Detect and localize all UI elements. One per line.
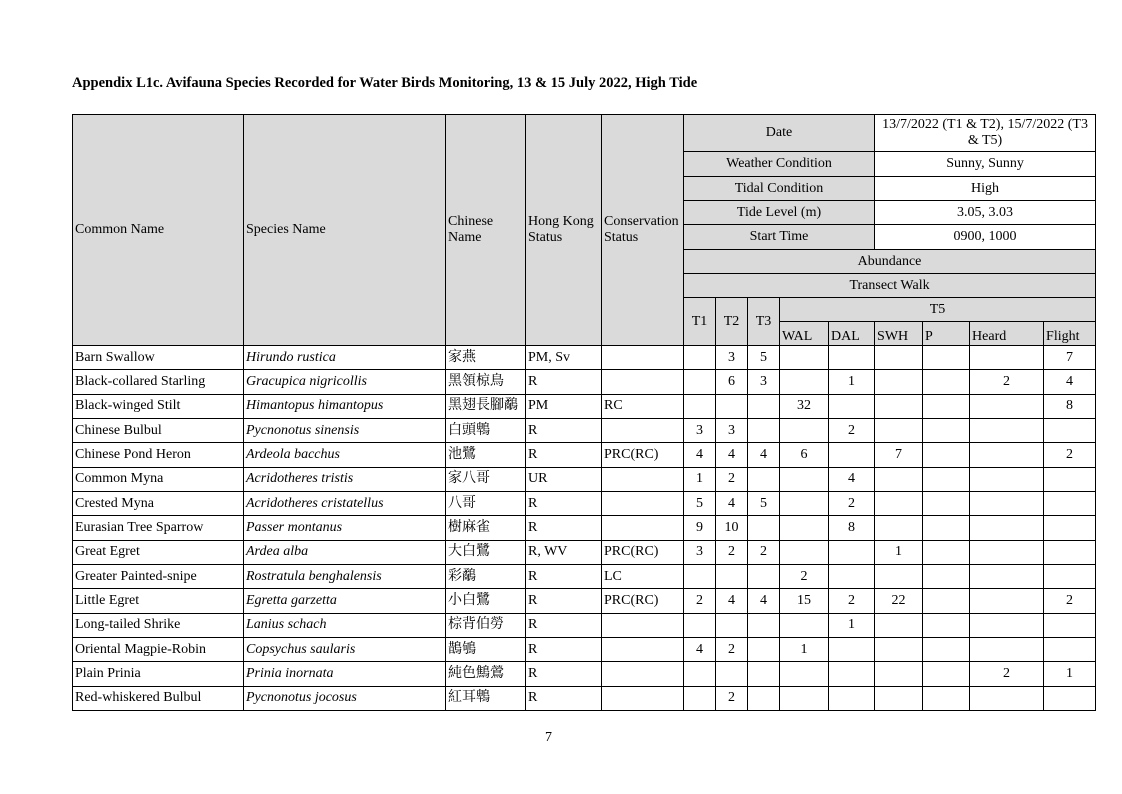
t5-heard-count-cell: [970, 686, 1044, 710]
t2-count-cell: 3: [716, 418, 748, 442]
t5-flight-count-cell: [1044, 637, 1096, 661]
table-row: [73, 589, 1096, 613]
t2-count-cell: [716, 662, 748, 686]
t5-flight-header: Flight: [1044, 322, 1096, 346]
hk-status-cell: R: [526, 516, 602, 540]
table-row: [73, 686, 1096, 710]
t5-flight-count-cell: [1044, 516, 1096, 540]
t5-swh-count-cell: [875, 516, 923, 540]
t5-swh-count-cell: 7: [875, 443, 923, 467]
species-name-header: Species Name: [244, 115, 446, 346]
t5-flight-count-cell: [1044, 540, 1096, 564]
table-row: [73, 491, 1096, 515]
t5-heard-count-cell: [970, 637, 1044, 661]
t5-heard-count-cell: [970, 394, 1044, 418]
species-name-cell: Hirundo rustica: [244, 346, 446, 370]
t2-count-cell: 2: [716, 686, 748, 710]
common-name-cell: Plain Prinia: [73, 662, 244, 686]
common-name-cell: Long-tailed Shrike: [73, 613, 244, 637]
chinese-name-cell: 家燕: [446, 346, 526, 370]
table-header: [73, 115, 1096, 346]
t1-count-cell: [684, 564, 716, 588]
conservation-status-cell: PRC(RC): [602, 540, 684, 564]
species-name-cell: Copsychus saularis: [244, 637, 446, 661]
t5-p-count-cell: [923, 394, 970, 418]
table-row: [73, 394, 1096, 418]
common-name-cell: Little Egret: [73, 589, 244, 613]
t5-swh-count-cell: [875, 564, 923, 588]
tidal-condition-value: High: [875, 177, 1096, 201]
t5-heard-count-cell: [970, 613, 1044, 637]
weather-label: Weather Condition: [684, 152, 875, 177]
species-name-cell: Pycnonotus sinensis: [244, 418, 446, 442]
t5-dal-count-cell: 2: [829, 589, 875, 613]
table-row: [73, 613, 1096, 637]
t5-dal-header: DAL: [829, 322, 875, 346]
conservation-status-cell: [602, 370, 684, 394]
conservation-status-cell: RC: [602, 394, 684, 418]
t5-swh-count-cell: [875, 491, 923, 515]
start-time-value: 0900, 1000: [875, 225, 1096, 250]
conservation-status-cell: [602, 662, 684, 686]
t2-count-cell: 2: [716, 540, 748, 564]
t1-count-cell: 5: [684, 491, 716, 515]
table-row: [73, 467, 1096, 491]
t5-swh-count-cell: [875, 370, 923, 394]
t5-dal-count-cell: 1: [829, 613, 875, 637]
t3-header: T3: [748, 298, 780, 346]
hk-status-cell: R: [526, 637, 602, 661]
t5-dal-count-cell: [829, 564, 875, 588]
hk-status-cell: R: [526, 686, 602, 710]
t1-count-cell: [684, 686, 716, 710]
species-name-cell: Prinia inornata: [244, 662, 446, 686]
common-name-cell: Chinese Bulbul: [73, 418, 244, 442]
table-row: [73, 662, 1096, 686]
hk-status-cell: R: [526, 491, 602, 515]
table-row: [73, 346, 1096, 370]
table-row: [73, 418, 1096, 442]
conservation-status-cell: [602, 346, 684, 370]
t5-p-count-cell: [923, 589, 970, 613]
t5-dal-count-cell: [829, 443, 875, 467]
t5-dal-count-cell: [829, 662, 875, 686]
t3-count-cell: 3: [748, 370, 780, 394]
t5-wal-count-cell: 15: [780, 589, 829, 613]
conservation-status-cell: [602, 613, 684, 637]
t1-count-cell: 3: [684, 540, 716, 564]
t5-swh-count-cell: [875, 346, 923, 370]
tide-level-label: Tide Level (m): [684, 201, 875, 225]
t5-p-count-cell: [923, 637, 970, 661]
chinese-name-cell: 大白鷺: [446, 540, 526, 564]
conservation-status-cell: [602, 686, 684, 710]
chinese-name-cell: 黑領椋鳥: [446, 370, 526, 394]
chinese-name-cell: 小白鷺: [446, 589, 526, 613]
t5-p-count-cell: [923, 467, 970, 491]
t3-count-cell: [748, 467, 780, 491]
t3-count-cell: [748, 637, 780, 661]
species-name-cell: Passer montanus: [244, 516, 446, 540]
t1-header: T1: [684, 298, 716, 346]
hk-status-cell: R: [526, 418, 602, 442]
hk-status-header: Hong Kong Status: [526, 115, 602, 346]
t5-wal-count-cell: [780, 418, 829, 442]
t5-swh-count-cell: [875, 418, 923, 442]
date-label: Date: [684, 115, 875, 152]
conservation-status-cell: PRC(RC): [602, 589, 684, 613]
conservation-status-cell: [602, 516, 684, 540]
t5-wal-count-cell: [780, 370, 829, 394]
species-name-cell: Himantopus himantopus: [244, 394, 446, 418]
t5-swh-count-cell: [875, 467, 923, 491]
species-name-cell: Ardea alba: [244, 540, 446, 564]
t5-dal-count-cell: 1: [829, 370, 875, 394]
abundance-header: Abundance: [684, 250, 1096, 274]
t3-count-cell: [748, 686, 780, 710]
species-name-cell: Pycnonotus jocosus: [244, 686, 446, 710]
t5-p-count-cell: [923, 418, 970, 442]
t5-p-count-cell: [923, 613, 970, 637]
species-table: [72, 114, 1096, 711]
t5-heard-count-cell: 2: [970, 662, 1044, 686]
t1-count-cell: [684, 662, 716, 686]
t5-flight-count-cell: [1044, 686, 1096, 710]
t5-swh-count-cell: [875, 686, 923, 710]
transect-walk-header: Transect Walk: [684, 274, 1096, 298]
t5-wal-count-cell: [780, 540, 829, 564]
t3-count-cell: [748, 613, 780, 637]
t5-wal-count-cell: 2: [780, 564, 829, 588]
t3-count-cell: [748, 418, 780, 442]
t2-count-cell: 6: [716, 370, 748, 394]
t1-count-cell: 4: [684, 637, 716, 661]
t5-swh-count-cell: 22: [875, 589, 923, 613]
t2-count-cell: 4: [716, 589, 748, 613]
chinese-name-cell: 純色鷦鶯: [446, 662, 526, 686]
t2-header: T2: [716, 298, 748, 346]
common-name-cell: Barn Swallow: [73, 346, 244, 370]
weather-value: Sunny, Sunny: [875, 152, 1096, 177]
t5-dal-count-cell: [829, 686, 875, 710]
conservation-status-cell: [602, 418, 684, 442]
hk-status-cell: R: [526, 589, 602, 613]
t2-count-cell: 3: [716, 346, 748, 370]
t5-p-count-cell: [923, 516, 970, 540]
t3-count-cell: 4: [748, 443, 780, 467]
t3-count-cell: [748, 662, 780, 686]
conservation-status-header: Conservation Status: [602, 115, 684, 346]
species-table-body: [73, 346, 1096, 711]
t5-swh-count-cell: [875, 637, 923, 661]
chinese-name-cell: 彩鷸: [446, 564, 526, 588]
t5-wal-count-cell: [780, 516, 829, 540]
t2-count-cell: 4: [716, 491, 748, 515]
t5-flight-count-cell: [1044, 613, 1096, 637]
hk-status-cell: R: [526, 662, 602, 686]
t5-wal-count-cell: [780, 346, 829, 370]
table-row: [73, 540, 1096, 564]
conservation-status-cell: PRC(RC): [602, 443, 684, 467]
t2-count-cell: [716, 564, 748, 588]
t5-swh-count-cell: [875, 613, 923, 637]
chinese-name-cell: 白頭鵯: [446, 418, 526, 442]
conservation-status-cell: [602, 467, 684, 491]
hk-status-cell: PM, Sv: [526, 346, 602, 370]
common-name-cell: Red-whiskered Bulbul: [73, 686, 244, 710]
species-name-cell: Egretta garzetta: [244, 589, 446, 613]
t2-count-cell: 2: [716, 637, 748, 661]
species-name-cell: Gracupica nigricollis: [244, 370, 446, 394]
t5-swh-count-cell: 1: [875, 540, 923, 564]
t2-count-cell: 2: [716, 467, 748, 491]
common-name-cell: Eurasian Tree Sparrow: [73, 516, 244, 540]
common-name-cell: Crested Myna: [73, 491, 244, 515]
t5-heard-count-cell: [970, 516, 1044, 540]
t3-count-cell: 2: [748, 540, 780, 564]
table-row: [73, 370, 1096, 394]
species-name-cell: Lanius schach: [244, 613, 446, 637]
t2-count-cell: 10: [716, 516, 748, 540]
t5-p-count-cell: [923, 662, 970, 686]
t5-p-count-cell: [923, 564, 970, 588]
chinese-name-header: Chinese Name: [446, 115, 526, 346]
t5-wal-count-cell: [780, 491, 829, 515]
t5-flight-count-cell: 7: [1044, 346, 1096, 370]
common-name-cell: Greater Painted-snipe: [73, 564, 244, 588]
page-number: 7: [545, 730, 552, 745]
t5-wal-count-cell: 1: [780, 637, 829, 661]
common-name-cell: Black-winged Stilt: [73, 394, 244, 418]
t5-heard-count-cell: [970, 346, 1044, 370]
t1-count-cell: [684, 370, 716, 394]
t5-heard-count-cell: [970, 491, 1044, 515]
t5-dal-count-cell: [829, 637, 875, 661]
t5-dal-count-cell: 2: [829, 418, 875, 442]
t5-heard-count-cell: 2: [970, 370, 1044, 394]
hk-status-cell: UR: [526, 467, 602, 491]
t1-count-cell: [684, 346, 716, 370]
t3-count-cell: [748, 516, 780, 540]
t5-heard-count-cell: [970, 443, 1044, 467]
hk-status-cell: R: [526, 613, 602, 637]
conservation-status-cell: [602, 637, 684, 661]
t5-p-count-cell: [923, 346, 970, 370]
t5-wal-count-cell: [780, 467, 829, 491]
species-name-cell: Acridotheres tristis: [244, 467, 446, 491]
page-title: Appendix L1c. Avifauna Species Recorded for Water Birds Monitoring, 13 & 15 July 2022, High Tide: [72, 75, 698, 91]
chinese-name-cell: 樹麻雀: [446, 516, 526, 540]
t5-heard-count-cell: [970, 589, 1044, 613]
t1-count-cell: [684, 613, 716, 637]
t5-heard-count-cell: [970, 418, 1044, 442]
t5-flight-count-cell: 8: [1044, 394, 1096, 418]
t5-dal-count-cell: 2: [829, 491, 875, 515]
common-name-cell: Oriental Magpie-Robin: [73, 637, 244, 661]
t5-p-count-cell: [923, 443, 970, 467]
t2-count-cell: [716, 394, 748, 418]
t5-flight-count-cell: [1044, 418, 1096, 442]
t1-count-cell: [684, 394, 716, 418]
t1-count-cell: 2: [684, 589, 716, 613]
t5-flight-count-cell: 2: [1044, 589, 1096, 613]
hk-status-cell: R: [526, 443, 602, 467]
t5-header: T5: [780, 298, 1096, 322]
t5-swh-header: SWH: [875, 322, 923, 346]
t5-wal-header: WAL: [780, 322, 829, 346]
t5-wal-count-cell: [780, 686, 829, 710]
chinese-name-cell: 黑翅長腳鷸: [446, 394, 526, 418]
t2-count-cell: 4: [716, 443, 748, 467]
t5-swh-count-cell: [875, 662, 923, 686]
t3-count-cell: [748, 564, 780, 588]
t5-p-count-cell: [923, 370, 970, 394]
tidal-condition-label: Tidal Condition: [684, 177, 875, 201]
t5-heard-count-cell: [970, 540, 1044, 564]
hk-status-cell: PM: [526, 394, 602, 418]
t3-count-cell: 5: [748, 491, 780, 515]
t5-flight-count-cell: [1044, 467, 1096, 491]
t5-flight-count-cell: 1: [1044, 662, 1096, 686]
t5-wal-count-cell: 32: [780, 394, 829, 418]
start-time-label: Start Time: [684, 225, 875, 250]
species-name-cell: Ardeola bacchus: [244, 443, 446, 467]
common-name-cell: Black-collared Starling: [73, 370, 244, 394]
chinese-name-cell: 池鷺: [446, 443, 526, 467]
t1-count-cell: 9: [684, 516, 716, 540]
table-row: [73, 637, 1096, 661]
t3-count-cell: [748, 394, 780, 418]
chinese-name-cell: 八哥: [446, 491, 526, 515]
t1-count-cell: 3: [684, 418, 716, 442]
t5-heard-header: Heard: [970, 322, 1044, 346]
t5-wal-count-cell: [780, 613, 829, 637]
conservation-status-cell: [602, 491, 684, 515]
t1-count-cell: 4: [684, 443, 716, 467]
species-name-cell: Acridotheres cristatellus: [244, 491, 446, 515]
chinese-name-cell: 紅耳鵯: [446, 686, 526, 710]
t5-swh-count-cell: [875, 394, 923, 418]
t5-flight-count-cell: [1044, 491, 1096, 515]
common-name-header: Common Name: [73, 115, 244, 346]
t5-flight-count-cell: 2: [1044, 443, 1096, 467]
t5-flight-count-cell: [1044, 564, 1096, 588]
chinese-name-cell: 棕背伯勞: [446, 613, 526, 637]
t5-wal-count-cell: 6: [780, 443, 829, 467]
t5-dal-count-cell: [829, 394, 875, 418]
t5-dal-count-cell: [829, 540, 875, 564]
t1-count-cell: 1: [684, 467, 716, 491]
common-name-cell: Great Egret: [73, 540, 244, 564]
t5-wal-count-cell: [780, 662, 829, 686]
chinese-name-cell: 家八哥: [446, 467, 526, 491]
t5-p-count-cell: [923, 686, 970, 710]
chinese-name-cell: 鵲鴝: [446, 637, 526, 661]
t5-dal-count-cell: 4: [829, 467, 875, 491]
t2-count-cell: [716, 613, 748, 637]
hk-status-cell: R: [526, 370, 602, 394]
t5-dal-count-cell: 8: [829, 516, 875, 540]
common-name-cell: Chinese Pond Heron: [73, 443, 244, 467]
species-name-cell: Rostratula benghalensis: [244, 564, 446, 588]
t5-flight-count-cell: 4: [1044, 370, 1096, 394]
t5-heard-count-cell: [970, 564, 1044, 588]
t5-p-count-cell: [923, 491, 970, 515]
t5-heard-count-cell: [970, 467, 1044, 491]
t5-dal-count-cell: [829, 346, 875, 370]
conservation-status-cell: LC: [602, 564, 684, 588]
date-value: 13/7/2022 (T1 & T2), 15/7/2022 (T3 & T5): [875, 115, 1096, 152]
table-row: [73, 516, 1096, 540]
hk-status-cell: R, WV: [526, 540, 602, 564]
common-name-cell: Common Myna: [73, 467, 244, 491]
t5-p-header: P: [923, 322, 970, 346]
t3-count-cell: 4: [748, 589, 780, 613]
tide-level-value: 3.05, 3.03: [875, 201, 1096, 225]
t3-count-cell: 5: [748, 346, 780, 370]
table-row: [73, 443, 1096, 467]
hk-status-cell: R: [526, 564, 602, 588]
table-row: [73, 564, 1096, 588]
t5-p-count-cell: [923, 540, 970, 564]
